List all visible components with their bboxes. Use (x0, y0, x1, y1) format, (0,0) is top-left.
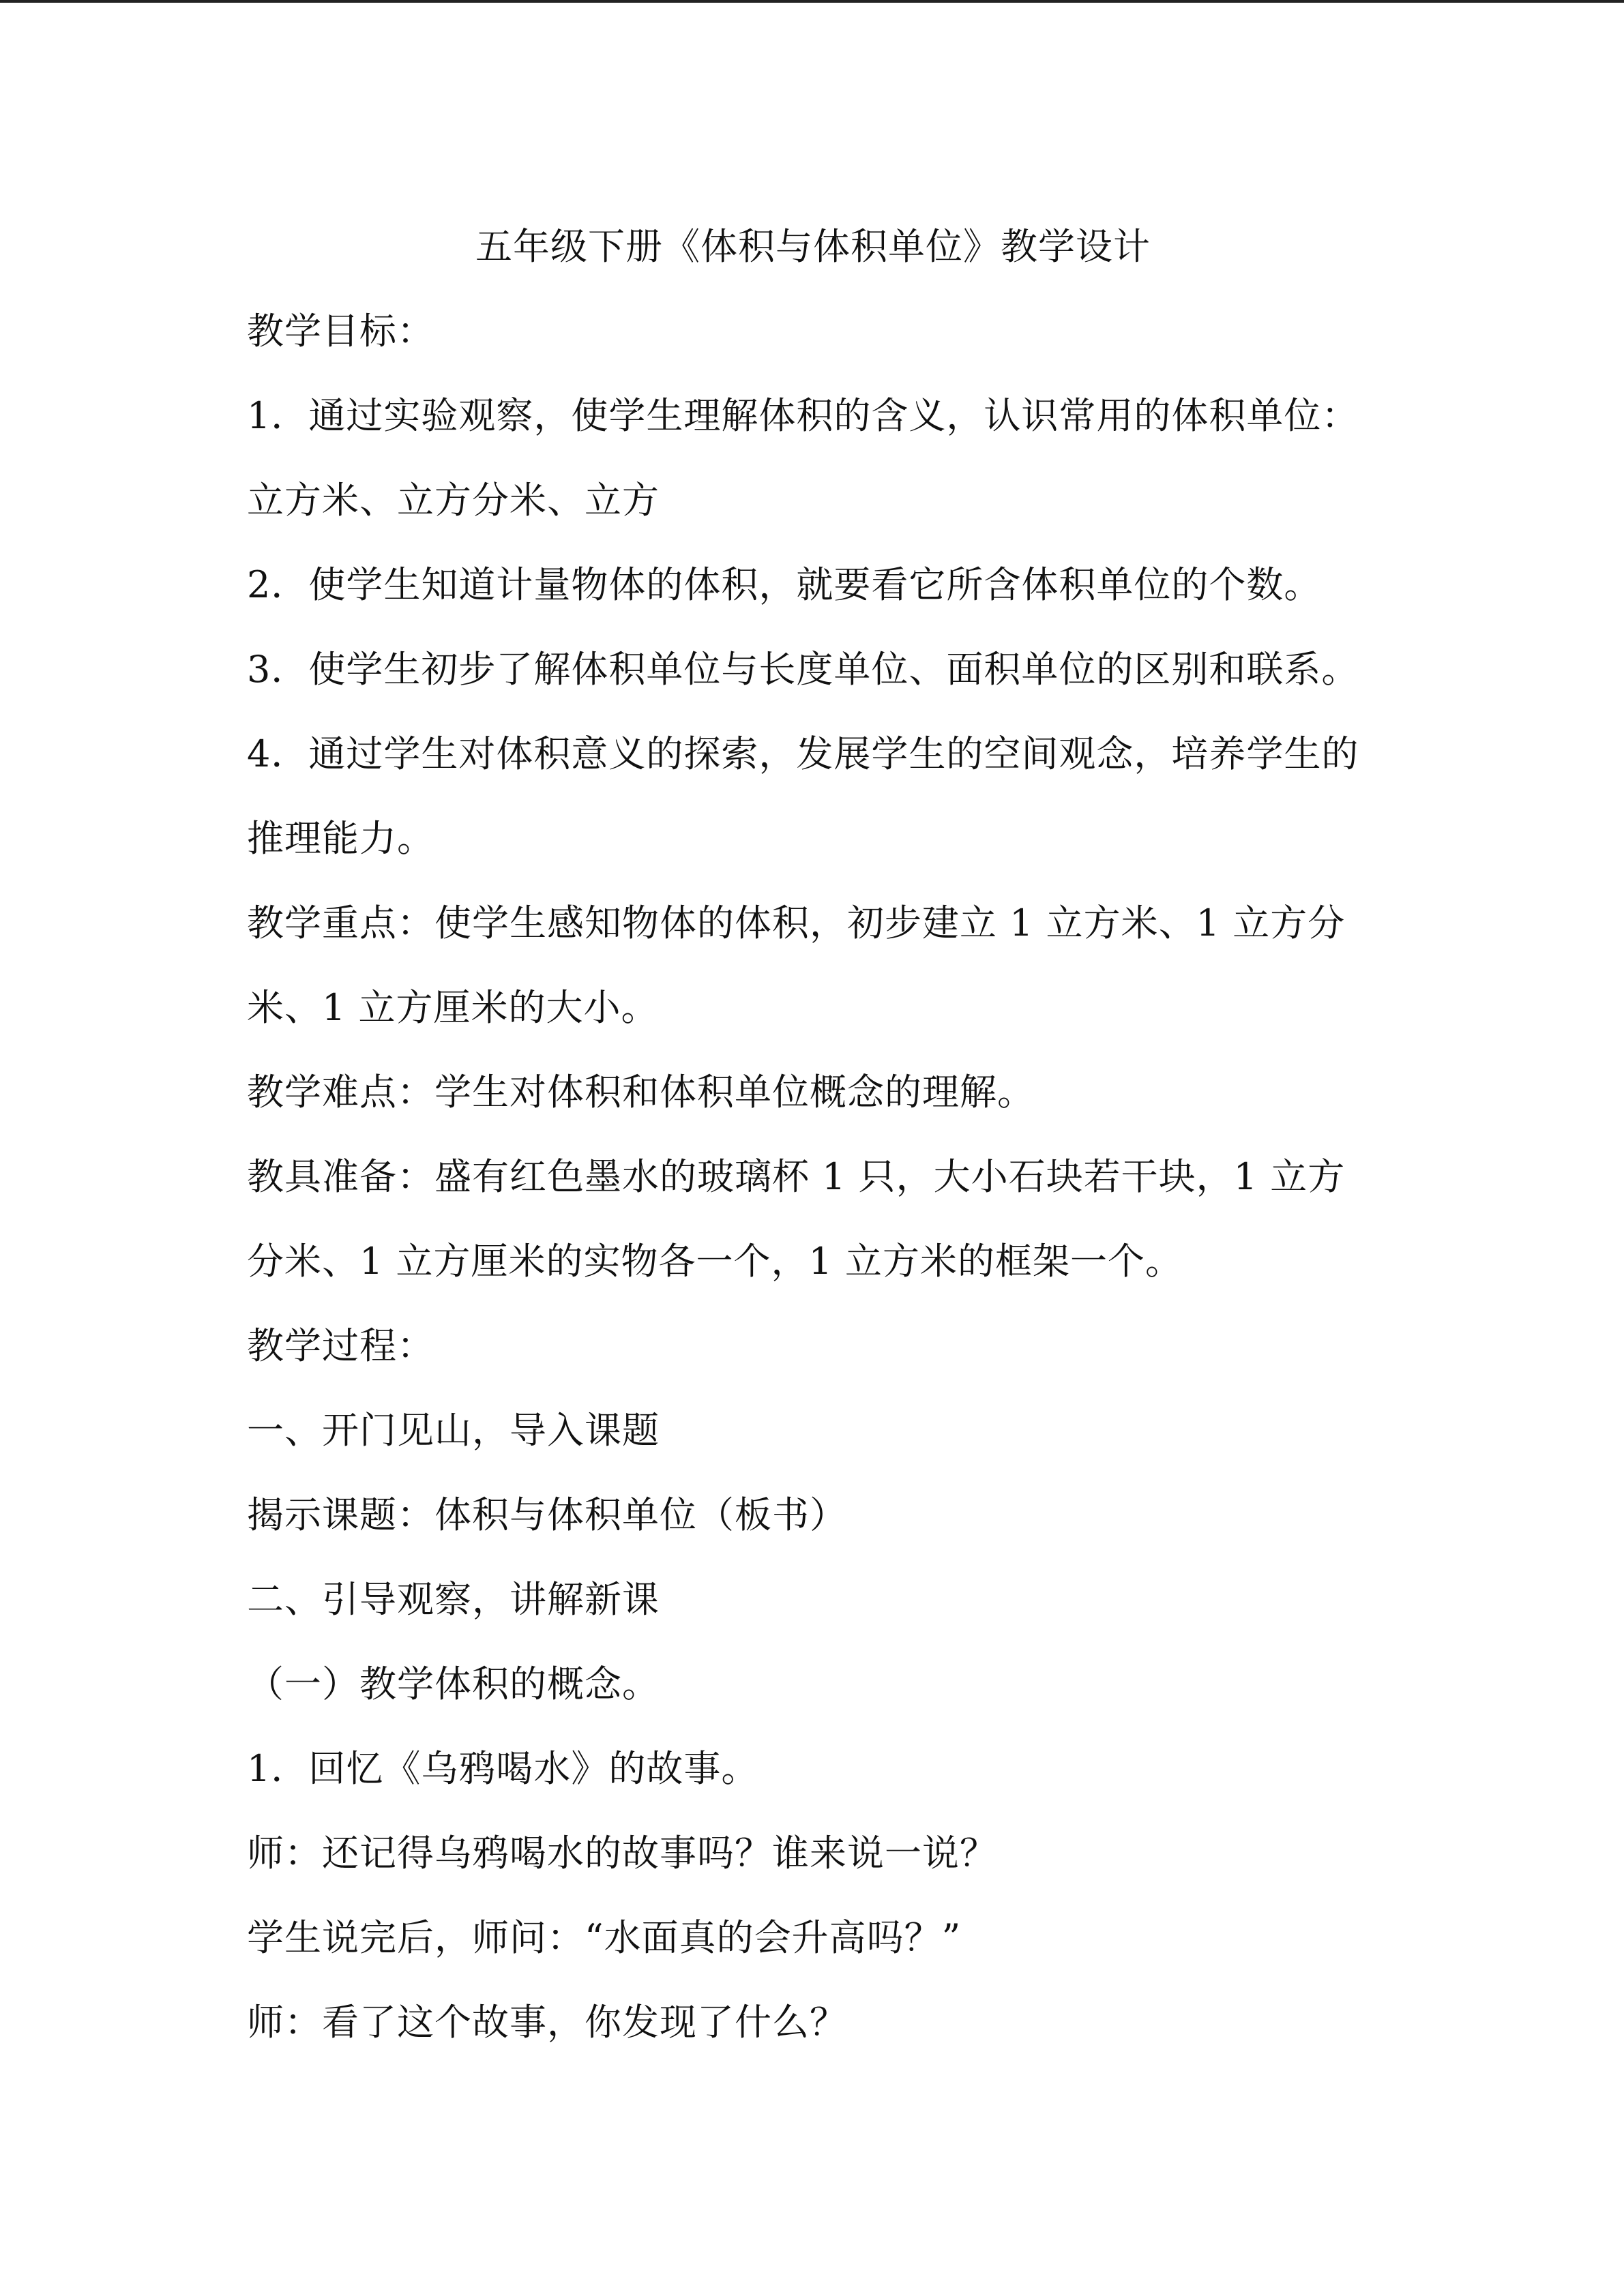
objective-4-line-1: 4．通过学生对体积意义的探索，发展学生的空间观念，培养学生的 (247, 732, 1359, 775)
document-title: 五年级下册《体积与体积单位》教学设计 (475, 225, 1151, 268)
top-border-rule (0, 0, 1624, 3)
document-page (247, 205, 1379, 2065)
reveal-topic: 揭示课题：体积与体积单位（板书） (247, 1493, 847, 1536)
objective-1-line-2: 立方米、立方分米、立方 (247, 479, 660, 522)
key-points-line-1: 教学重点：使学生感知物体的体积，初步建立 1 立方米、1 立方分 (247, 901, 1346, 944)
objective-1-line-1: 1．通过实验观察，使学生理解体积的含义，认识常用的体积单位： (247, 394, 1359, 437)
objectives-heading: 教学目标： (247, 310, 434, 353)
teacher-question-1: 师：还记得乌鸦喝水的故事吗？谁来说一说？ (247, 1832, 997, 1875)
key-points-line-2: 米、1 立方厘米的大小。 (247, 986, 659, 1029)
subsection-1-heading: （一）教学体积的概念。 (247, 1663, 660, 1705)
section-1-heading: 一、开门见山，导入课题 (247, 1409, 660, 1452)
step-1: 1．回忆《乌鸦喝水》的故事。 (247, 1747, 759, 1790)
objective-4-line-2: 推理能力。 (247, 817, 434, 860)
objective-2: 2．使学生知道计量物体的体积，就要看它所含体积单位的个数。 (247, 563, 1322, 606)
section-2-heading: 二、引导观察，讲解新课 (247, 1578, 660, 1621)
materials-line-2: 分米、1 立方厘米的实物各一个，1 立方米的框架一个。 (247, 1240, 1183, 1283)
process-heading: 教学过程： (247, 1324, 434, 1367)
objective-3: 3．使学生初步了解体积单位与长度单位、面积单位的区别和联系。 (247, 648, 1359, 691)
materials-line-1: 教具准备：盛有红色墨水的玻璃杯 1 只，大小石块若干块，1 立方 (247, 1155, 1346, 1198)
teacher-question-2: 学生说完后，师问：“水面真的会升高吗？” (247, 1916, 962, 1959)
difficulties: 教学难点：学生对体积和体积单位概念的理解。 (247, 1071, 1035, 1114)
teacher-question-3: 师：看了这个故事，你发现了什么？ (247, 2001, 847, 2044)
